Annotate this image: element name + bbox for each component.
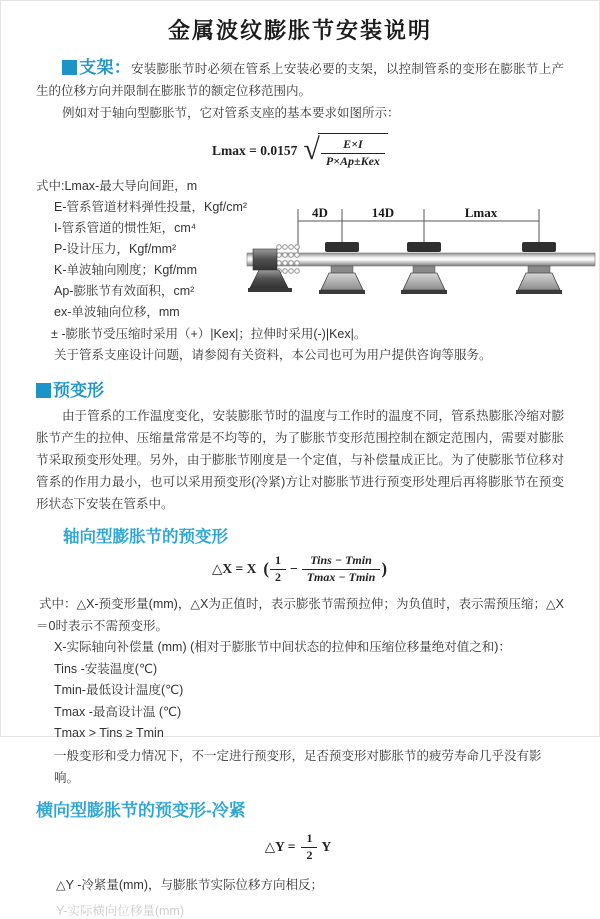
support-example-paragraph: 例如对于轴向型膨胀节，它对管系支座的基本要求如图所示： [62, 106, 400, 120]
formula-lmax-fraction [321, 137, 385, 169]
minus-operator: − [290, 561, 298, 576]
dim-label-4d: 4D [312, 205, 328, 220]
preform-section-heading-row [36, 376, 564, 401]
axial-item: Tmin-最低设计温度(℃) [54, 683, 184, 697]
one-half-fraction [270, 553, 286, 585]
sqrt-radical [303, 133, 388, 169]
definition-line: 式中:Lmax-最大导向间距，m [36, 179, 198, 193]
definition-line: ex-单波轴向位移，mm [54, 305, 180, 319]
close-paren: ) [381, 559, 387, 578]
transverse-subheading: 横向型膨胀节的预变形-冷紧 [36, 800, 246, 820]
formula-lmax [36, 131, 564, 171]
page-title: 金属波纹膨胀节安装说明 [167, 18, 432, 43]
definition-line: E-管系管道材料弹性投量，Kgf/cm² [54, 200, 248, 214]
formula-delta-y [36, 830, 564, 864]
support-heading-label: 支架： [79, 58, 131, 77]
preform-paragraph: 由于管系的工作温度变化，安装膨胀节时的温度与工作时的温度不同，管系热膨胀冷缩对膨胀节产生的拉伸、压缩量常常是不均等的，为了膨胀节变形范围控制在额定范围内，需要对膨胀节采取预变形处理。另外，由于膨胀节刚度是一个定值，与补偿量成正比。为了使膨胀节位移对管系的作用力最小，也可以采用预变形(冷紧)方让对膨胀节进行预变形处理后再将膨胀节在预变形状态下安装在管系中。 [36, 409, 564, 511]
pipe-support [516, 242, 562, 294]
definition-line: Ap-膨胀节有效面积，cm² [54, 284, 195, 298]
temperature-numerator: Tins − Tmin [302, 553, 381, 570]
axial-item: X-实际轴向补偿量 (mm) (相对于膨胀节中间状态的拉伸和压缩位移量绝对值之和)： [54, 640, 511, 654]
temperature-fraction [302, 553, 381, 585]
formula-lmax-numerator: E×I [321, 137, 385, 154]
one-half-numerator: 1 [270, 553, 286, 570]
one-half-denominator: 2 [306, 847, 313, 862]
formula-lmax-denominator: P×Ap±Kex [325, 154, 380, 168]
dim-label-14d: 14D [371, 205, 395, 220]
axial-explain-paragraph: 式中：△X-预变形量(mm)，△X为正值时，表示膨张节需预拉伸；为负值时，表示需预压缩；△X＝0时表示不需预变形。 [36, 597, 564, 633]
one-half-numerator: 1 [301, 831, 317, 848]
blue-square-icon [36, 383, 51, 398]
axial-subheading: 轴向型膨胀节的预变形 [63, 528, 228, 546]
pipe-support [319, 242, 365, 294]
one-half-denominator: 2 [275, 570, 281, 584]
definition-line: K-单波轴向刚度；Kgf/mm [54, 263, 198, 277]
axial-note: 一般变形和受力情况下，不一定进行预变形，足否预变形对膨胀节的疲劳寿命几乎没有影响。 [54, 748, 542, 785]
formula-delta-x [36, 551, 564, 587]
support-intro-paragraph [36, 57, 564, 102]
blue-square-icon [62, 60, 77, 75]
dim-label-lmax: Lmax [464, 205, 498, 220]
formula-lmax-lhs: Lmax = 0.0157 [212, 143, 298, 158]
transverse-note: △Y -冷紧量(mm)，与膨胀节实际位移方向相反； [56, 877, 324, 892]
open-paren: ( [263, 559, 269, 578]
temperature-denominator: Tmax − Tmin [306, 570, 376, 584]
support-intro-text: 安装膨胀节时必须在管系上安装必要的支架，以控制管系的变形在膨胀节上产生的位移方向并限制在膨胀节的额定位移范围内。 [36, 62, 564, 98]
preform-section-heading [36, 381, 104, 400]
formula-dy-rhs: Y [321, 838, 332, 854]
plus-minus-note: ± -膨胀节受压缩时采用（+）|Kex|；拉伸时采用(-)|Kex|。 [51, 327, 367, 341]
sqrt-body [318, 133, 388, 169]
preform-heading-label: 预变形 [53, 381, 104, 400]
pipe-support-diagram [244, 204, 598, 302]
definition-line: I-管系管道的惯性矩，cm⁴ [54, 221, 197, 235]
sqrt-symbol-icon: √ [303, 133, 320, 166]
axial-item: Tmax > Tins ≥ Tmin [54, 726, 164, 740]
one-half-fraction [301, 831, 317, 863]
clipped-next-line: Y-实际横向位移量(mm) [56, 903, 185, 918]
axial-item: Tmax -最高设计温 (℃) [54, 704, 182, 719]
pipe-support [401, 242, 447, 294]
support-section-heading [62, 58, 131, 77]
axial-item: Tins -安装温度(℃) [54, 661, 158, 676]
definition-line: P-设计压力，Kgf/mm² [54, 242, 177, 256]
definitions-and-diagram [36, 176, 564, 366]
service-note: 关于管系支座设计问题，请参阅有关资料，本公司也可为用户提供咨询等服务。 [54, 348, 492, 362]
formula-dx-lhs: △X = X [212, 561, 257, 576]
formula-dy-lhs: △Y = [264, 838, 296, 854]
